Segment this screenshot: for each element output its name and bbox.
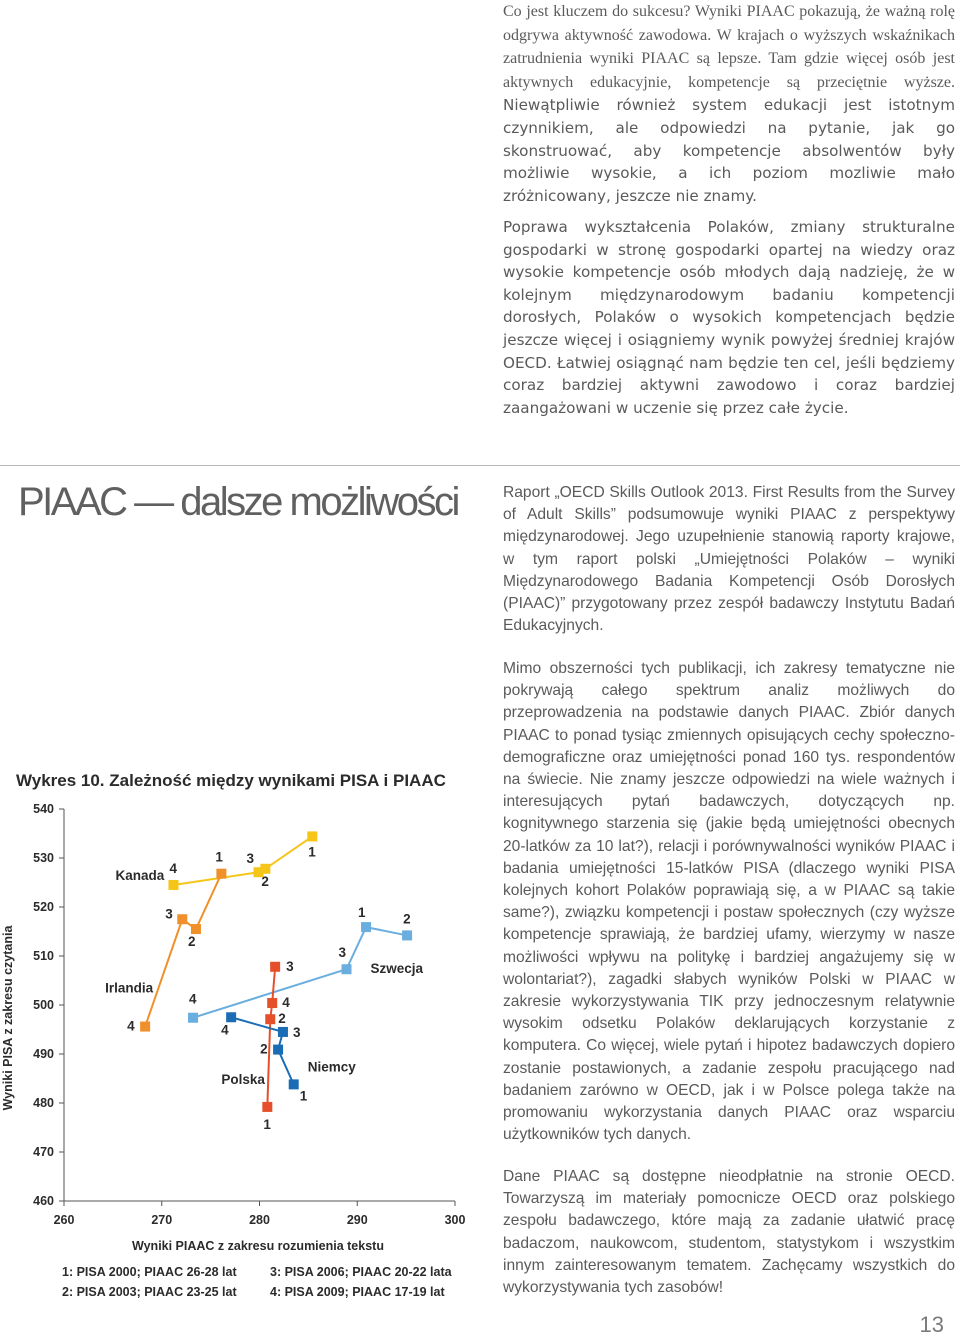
series-name-niemcy: Niemcy [307,1059,356,1075]
y-tick-label: 500 [33,998,54,1012]
point-irlandia-4 [140,1022,150,1032]
point-label-irlandia-1: 1 [215,849,223,865]
series-line-kanada [173,836,312,885]
legend-entry-3: 3: PISA 2006; PIAAC 20-22 lata [270,1265,452,1279]
outlook-paragraph: Poprawa wykształcenia Polaków, zmiany strukturalne gospodarki w stronę gospodarki opartej na wiedzy oraz wysokie kompetencje osób młodych dają nadzieję, że w kolejnym międzynarodowym badaniu kompetencji dorosłych, Polaków o wysokich kompetencjach będzie jeszcze więcej i osiągniemy wynik powyżej średniej krajów OECD. Łatwiej osiągnąć nam będzie ten cel, jeśli będziemy coraz bardziej aktywni zawodowo i coraz bardziej zaangażowani w uczenie się przez całe życie. [503,218,955,417]
page-number: 13 [919,1312,944,1337]
legend-entry-2: 2: PISA 2003; PIAAC 23-25 lat [62,1285,237,1299]
point-label-polska-3: 3 [286,958,294,974]
intro-question: Co jest kluczem do sukcesu? [503,3,691,20]
point-label-niemcy-4: 4 [221,1022,229,1038]
point-label-szwecja-1: 1 [358,905,366,921]
point-niemcy-1 [289,1079,299,1089]
point-label-szwecja-3: 3 [338,945,347,961]
point-niemcy-3 [278,1027,288,1037]
section-divider [0,465,960,466]
resources-paragraph: Dane PIAAC są dostępne nieodpłatnie na stronie OECD. Towarzyszą im materiały pomocnicze OECD oraz polskiego zespołu badawczego, które mają za zadanie ułatwić pracę badaczom, naukowcom, studentom, statystykom i wszystkim innym zainteresowanym tematem. Zachęcamy wszystkich do wykorzystywania tych zasobów! [503,1168,955,1297]
point-label-kanada-2: 2 [261,873,269,889]
section-heading: PIAAC — dalsze możliwości [18,480,458,524]
legend-entry-1: 1: PISA 2000; PIAAC 26-28 lat [62,1265,237,1279]
point-label-irlandia-3: 3 [165,906,173,922]
series-line-polska [267,967,275,1107]
intro-serif-text [503,3,955,91]
point-label-niemcy-3: 3 [292,1024,301,1040]
intro-paragraph [503,0,955,207]
x-tick-label: 270 [151,1213,173,1227]
point-label-irlandia-4: 4 [127,1018,135,1034]
y-tick-label: 520 [33,900,54,914]
point-kanada-2 [260,864,270,874]
chart-labels [105,844,423,1131]
series-line-irlandia [145,874,221,1027]
y-tick-label: 510 [33,949,54,963]
x-tick-label: 260 [53,1213,75,1227]
point-szwecja-1 [361,922,371,932]
point-label-kanada-1: 1 [308,844,316,860]
series-name-irlandia: Irlandia [105,980,154,996]
y-tick-label: 470 [33,1145,54,1159]
point-polska-2 [265,1014,275,1024]
point-szwecja-4 [188,1013,198,1023]
y-tick-label: 460 [33,1194,54,1208]
point-label-niemcy-1: 1 [299,1088,308,1104]
legend-entry-4: 4: PISA 2009; PIAAC 17-19 lat [270,1285,445,1299]
point-niemcy-2 [273,1045,283,1055]
point-polska-3 [270,962,280,972]
point-label-polska-1: 1 [263,1116,271,1132]
point-label-kanada-3: 3 [246,851,255,867]
pisa-piaac-chart [0,760,480,1320]
y-tick-label: 540 [33,802,54,816]
chart-title: Wykres 10. Zależność między wynikami PISA i PIAAC [16,771,446,790]
series-name-polska: Polska [221,1071,265,1087]
point-label-niemcy-2: 2 [260,1041,268,1057]
research-paragraph: Mimo obszerności tych publikacji, ich zakresy tematyczne nie pokrywają całego spektrum analiz możliwych do przeprowadzenia na podstawie danych PIAAC. Zbiór danych PIAAC to ponad tysiąc zmiennych opisujących cechy społeczno-demograficzne oraz umiejętności ponad 160 tys. respondentów na świecie. Nie znamy jeszcze odpowiedzi na wiele ważnych i interesujących pytań badawczych, dotyczących np. kognitywnego starzenia się (jakie będą umiejętności obecnych 20-latków za 10 lat?), relacji i porównywalności wyników PIAAC i badania umiejętności 15-latków PISA (dlaczego wyniki PISA kolejnych kohort Polaków poprawiają się, a w PIAAC są takie same?), związku kompetencji i postaw społecznych (czy wyższe kompetencje sprawiają, że bardziej ufamy, wierzymy w nasze możliwości wpływu na politykę i bardziej angażujemy się w wolontariat?), zagadki słabych wyników Polski w PIAAC w zakresie wykorzystywania TIK przy jednoczesnym relatywnie wysokim odsetku Polaków deklarujących korzystanie z komputera. Co więcej, wiele pytań i hipotez badawczych dopiero zostanie postawionych, a zadanie zespołu pracującego nad badaniem zarówno w OECD, jak i w Polsce polega także na promowaniu wykorzystania danych PIAAC oraz wsparciu użytkowników tych danych. [503,660,955,1144]
series-name-kanada: Kanada [115,867,165,883]
point-polska-4 [267,998,277,1008]
point-label-polska-2: 2 [278,1011,286,1027]
point-kanada-1 [307,831,317,841]
point-irlandia-1 [216,869,226,879]
intro-continuation: Wyniki PIAAC pokazują, że ważną rolę odgrywa aktywność zawodowa. W krajach o wyższych wskaźnikach zatrudnienia wyniki PIAAC są lepsze. Tam gdzie więcej osób jest aktywnych edukacyjnie, kompetencje są przeciętnie wyższe. [503,3,955,91]
x-tick-label: 300 [444,1213,466,1227]
y-axis-label: Wyniki PISA z zakresu czytania [1,925,15,1111]
point-irlandia-3 [177,914,187,924]
reports-paragraph: Raport „OECD Skills Outlook 2013. First Results from the Survey of Adult Skills” podsumowuje wyniki PIAAC z perspektywy międzynarodowej. Jego uzupełnienie stanowią raporty krajowe, w tym raport polski „Umiejętności Polaków – wyniki Międzynarodowego Badania Kompetencji Osób Dorosłych (PIAAC)” przygotowany przez zespół badawczy Instytutu Badań Edukacyjnych. [503,484,955,635]
x-axis-label: Wyniki PIAAC z zakresu rozumienia tekstu [132,1239,384,1253]
x-tick-label: 280 [249,1213,270,1227]
intro-closing: Niewątpliwie również system edukacji jest istotnym czynnikiem, ale odpowiedzi na pytanie, jak go skonstruować, aby kompetencje absolwentów były możliwie wysokie, a ich poziom mozliwie mało zróżnicowany, jeszcze nie znamy. [503,96,955,205]
y-tick-label: 530 [33,851,54,865]
point-label-szwecja-2: 2 [403,911,411,927]
y-tick-label: 490 [33,1047,54,1061]
point-niemcy-4 [226,1012,236,1022]
point-szwecja-3 [341,964,351,974]
point-kanada-4 [168,880,178,890]
point-label-irlandia-2: 2 [187,934,196,950]
point-szwecja-2 [402,930,412,940]
series-name-szwecja: Szwecja [370,961,424,977]
point-label-polska-4: 4 [282,995,290,1011]
y-tick-label: 480 [33,1096,54,1110]
point-label-szwecja-4: 4 [189,991,197,1007]
point-label-kanada-4: 4 [169,860,177,876]
point-irlandia-2 [191,924,201,934]
point-polska-1 [262,1102,272,1112]
x-tick-label: 290 [346,1213,368,1227]
